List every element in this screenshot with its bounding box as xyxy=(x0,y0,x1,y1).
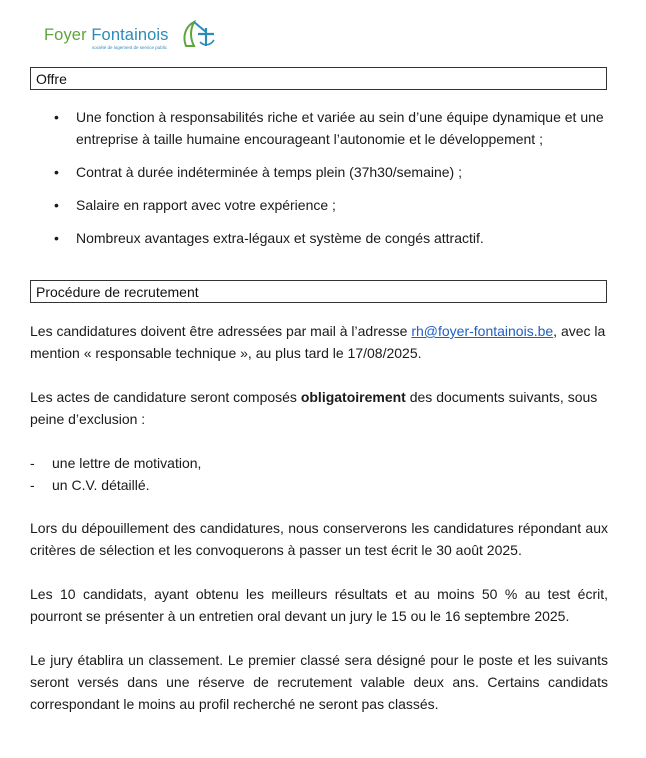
offre-list xyxy=(50,106,615,260)
email-link[interactable]: rh@foyer-fontainois.be xyxy=(411,323,554,339)
logo-tagline: société de logement de service public xyxy=(92,45,168,50)
paragraph-ranking: Le jury établira un classement. Le premier classé sera désigné pour le poste et les suivants seront versés dans une réserve de recrutement valable deux ans. Certains candidats correspondant le moins au profil recherché ne seront pas classés. xyxy=(30,652,608,712)
paragraph-text: des documents suivants, sous peine d’exclusion : xyxy=(30,389,598,427)
list-item: • Salaire en rapport avec votre expérience ; xyxy=(50,194,615,216)
house-bird-logo-icon xyxy=(180,16,220,50)
paragraph-text: Les actes de candidature seront composés xyxy=(30,389,301,405)
paragraph-screening: Lors du dépouillement des candidatures, nous conserverons les candidatures répondant aux critères de sélection et les convoquerons à passer un test écrit le 30 août 2025. xyxy=(30,520,608,558)
list-item: • Contrat à durée indéterminée à temps plein (37h30/semaine) ; xyxy=(50,161,615,183)
list-item: - un C.V. détaillé. xyxy=(30,474,201,496)
list-item: • Nombreux avantages extra-légaux et système de congés attractif. xyxy=(50,227,615,249)
paragraph-required-documents xyxy=(30,386,608,430)
offre-heading-text: Offre xyxy=(36,71,67,87)
bold-text: obligatoirement xyxy=(300,389,406,405)
list-item: • Une fonction à responsabilités riche et variée au sein d’une équipe dynamique et une entreprise à taille humaine encourageant l’autonomie et le développement ; xyxy=(50,106,615,150)
logo-name-foyer: Foyer xyxy=(44,26,87,44)
logo-name-fontainois: Fontainois xyxy=(91,26,169,44)
paragraph-application-email xyxy=(30,320,608,364)
procedure-heading-text: Procédure de recrutement xyxy=(36,284,199,300)
documents-list xyxy=(30,452,201,496)
paragraph-oral-interview: Les 10 candidats, ayant obtenu les meilleurs résultats et au moins 50 % au test écrit, pourront se présenter à un entretien oral devant un jury le 15 ou le 16 septembre 2025. xyxy=(30,586,608,624)
paragraph-text: Les candidatures doivent être adressées par mail à l’adresse xyxy=(30,323,412,339)
section-heading-offre xyxy=(30,67,607,90)
paragraph-text: , avec la mention « responsable technique », au plus tard le 17/08/2025. xyxy=(30,323,606,361)
foyer-fontainois-logo xyxy=(44,16,234,56)
logo-wordmark xyxy=(44,26,169,45)
list-item: - une lettre de motivation, xyxy=(30,452,201,474)
section-heading-procedure xyxy=(30,280,607,303)
